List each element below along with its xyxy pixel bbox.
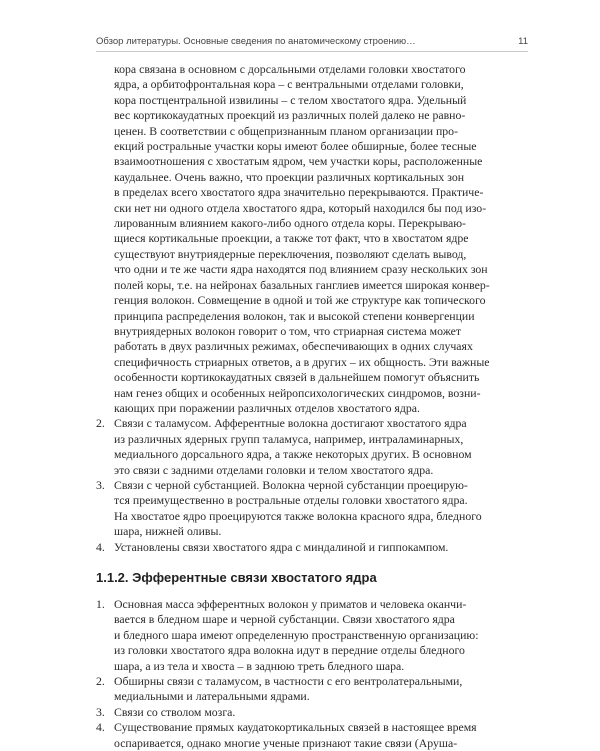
text-line: Связи со стволом мозга. — [114, 704, 236, 719]
list-item — [96, 478, 528, 540]
running-header-title: Обзор литературы. Основные сведения по анатомическому строению… — [96, 36, 416, 47]
list-item — [96, 540, 528, 555]
text-line: генция волокон. Совмещение в одной и той же структуре как топического — [114, 293, 486, 308]
section-heading: 1.1.2. Эфферентные связи хвостатого ядра — [96, 570, 377, 585]
text-line: это связи с задними отделами головки и телом хвостатого ядра. — [114, 462, 434, 477]
text-line: вается в бледном шаре и черной субстанции. Связи хвостатого ядра — [114, 612, 455, 627]
running-header — [96, 36, 528, 52]
text-line: лированным влиянием какого-либо одного отдела коры. Перекрываю- — [114, 216, 466, 231]
text-line: ски нет ни одного отдела хвостатого ядра, который находился бы под изо- — [114, 200, 487, 215]
list-item — [96, 674, 528, 705]
text-line: внутриядерных волокон говорит о том, что стриарная система может — [114, 323, 462, 338]
text-line: шара, а из тела и хвоста – в заднюю треть бледного шара. — [114, 658, 405, 673]
list-item-number: 2. — [96, 416, 105, 431]
text-line: Основная масса эфферентных волокон у приматов и человека оканчи- — [114, 597, 467, 611]
text-line: и бледного шара имеют определенную пространственную организацию: — [114, 627, 479, 642]
text-line: ценен. В соответствии с общепризнанным планом организации про- — [114, 123, 458, 138]
page-body — [96, 62, 528, 751]
text-line: из головки хвостатого ядра волокна идут в передние отделы бледного — [114, 643, 465, 658]
text-line: кора связана в основном с дорсальными отделами головки хвостатого — [114, 62, 466, 76]
list-item — [96, 416, 528, 478]
text-line: особенности кортикокаудатных связей в дальнейшем помогут объяснить — [114, 370, 480, 385]
text-line: Установлены связи хвостатого ядра с миндалиной и гиппокампом. — [114, 539, 449, 554]
text-line: кора постцентральной извилины – с телом хвостатого ядра. Удельный — [114, 92, 467, 107]
text-line: Связи с черной субстанцией. Волокна черной субстанции проецирую- — [114, 477, 468, 492]
list-item-number: 4. — [96, 539, 105, 554]
list-item — [96, 705, 528, 720]
text-line: шара, нижней оливы. — [114, 524, 222, 539]
text-line: оспаривается, однако многие ученые признают такие связи (Аруша- — [114, 735, 458, 750]
list-item-number: 3. — [96, 477, 105, 492]
text-line: медиальными и латеральными ядрами. — [114, 689, 310, 704]
text-line: екций ростральные участки коры имеют более обширные, более тесные — [114, 139, 477, 154]
text-line: специфичность стриарных ответов, а в других – их общность. Эти важные — [114, 354, 490, 369]
list-item — [96, 720, 528, 751]
efferent-connections-list — [96, 597, 528, 751]
text-line: в пределах всего хвостатого ядра значительно перекрываются. Практиче- — [114, 185, 484, 200]
list-item-number: 3. — [96, 704, 105, 719]
text-line: ядра, а орбитофронтальная кора – с вентральными отделами головки, — [114, 77, 464, 92]
text-line: нам генез общих и особенных нейропсихологических синдромов, возни- — [114, 385, 481, 400]
page-number: 11 — [518, 36, 528, 47]
list-item-number: 4. — [96, 720, 105, 735]
text-line: из различных ядерных групп таламуса, например, интраламинарных, — [114, 431, 464, 446]
text-line: что одни и те же части ядра находятся под влиянием сразу нескольких зон — [114, 262, 488, 277]
text-line: медиального дорсального ядра, а также некоторых других. В основном — [114, 447, 472, 462]
text-line: На хвостатое ядро проецируются также волокна красного ядра, бледного — [114, 508, 482, 523]
text-line: Связи с таламусом. Афферентные волокна достигают хвостатого ядра — [114, 416, 467, 431]
list-item-number: 2. — [96, 674, 105, 689]
text-line: полей коры, т.е. на нейронах базальных ганглиев имеется широкая конвер- — [114, 277, 490, 292]
text-line: Существование прямых каудатокортикальных связей в настоящее время — [114, 720, 477, 735]
text-line: существуют внутриядерные переключения, позволяют сделать вывод, — [114, 246, 467, 261]
text-line: вес кортикокаудатных проекций из различных полей далеко не равно- — [114, 108, 466, 123]
text-line: Обширны связи с таламусом, в частности с его вентролатеральными, — [114, 674, 463, 689]
list-item-number: 1. — [96, 597, 105, 611]
text-line: каудальнее. Очень важно, что проекции различных кортикальных зон — [114, 169, 465, 184]
text-line: принципа распределения волокон, так и высокой степени конвергенции — [114, 308, 475, 323]
text-line: работать в двух различных режимах, обеспечивающих в одних случаях — [114, 339, 473, 354]
intro-paragraph — [96, 62, 528, 416]
text-line: тся преимущественно в ростральные отделы головки хвостатого ядра. — [114, 493, 468, 508]
text-line: кающих при поражении различных отделов хвостатого ядра. — [114, 400, 420, 415]
list-item — [96, 597, 528, 674]
text-line: взаимоотношения с хвостатым ядром, чем участки коры, расположенные — [114, 154, 483, 169]
text-line: щиеся кортикальные проекции, а также тот факт, что в хвостатом ядре — [114, 231, 469, 246]
afferent-connections-list — [96, 416, 528, 555]
